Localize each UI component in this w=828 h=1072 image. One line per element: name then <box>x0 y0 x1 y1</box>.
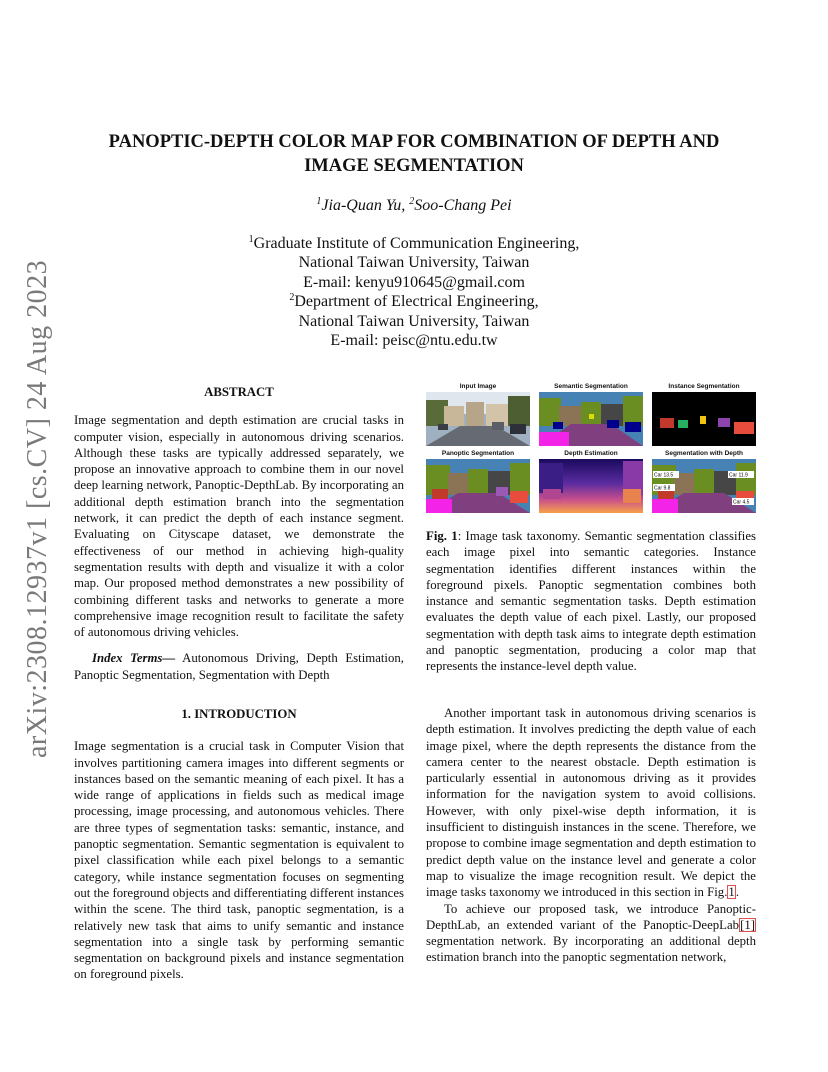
affiliations <box>74 234 754 350</box>
aff2-email: E-mail: peisc@ntu.edu.tw <box>330 332 498 350</box>
depth-tag-2: Car 11.9 <box>729 472 748 479</box>
fig-label-panoptic: Panoptic Segmentation <box>441 450 515 457</box>
fig-label-input: Input Image <box>459 383 497 390</box>
fig-label-instance: Instance Segmentation <box>668 383 740 390</box>
aff1-line1: Graduate Institute of Communication Engineering, <box>253 235 580 252</box>
right-p2-end: segmentation network. By incorporating an additional depth estimation branch into the panoptic segmentation network, <box>426 934 756 965</box>
input-image-panel <box>426 392 530 446</box>
introduction-section <box>74 706 404 983</box>
intro-heading: 1. INTRODUCTION <box>181 707 297 721</box>
fig-label-seg-depth: Segmentation with Depth <box>665 450 743 457</box>
authors <box>74 197 754 215</box>
aff1-line2: National Taiwan University, Taiwan <box>298 254 530 272</box>
caption-text: : Image task taxonomy. Semantic segmentation classifies each image pixel into semantic categories. Instance segmentation identifies different instances within the foreground pixels. Panoptic segmentation combines both instance and semantic segmentation tasks. Depth estimation evaluates the depth value of each pixel. Lastly, our proposed segmentation with depth task aims to integrate depth estimation and panoptic segmentation, producing a color map that represents the instance-level depth value. <box>426 529 756 674</box>
intro-paragraph-1: Image segmentation is a crucial task in Computer Vision that involves partitioning camera images into different segments or instances based on the semantic meaning of each pixel. It has a wide range of applications in fields such as medical image processing, image processing, and autonomous vehicles. There are three types of segmentation tasks: semantic, instance, and panoptic segmentation. Semantic segmentation is equivalent to pixel classification while each pixel belongs to a semantic category, while instance segmentation focuses on segmenting out the foreground objects and differentiating different instances within the scene. The third task, panoptic segmentation, is a relatively new task that aims to unify semantic and instance segmentation into a single task by performing semantic segmentation on background pixels and instance segmentation on foreground pixels. <box>74 739 404 982</box>
figure-caption <box>426 528 756 675</box>
author2-sup: 2 <box>409 196 415 207</box>
author1: Jia-Quan Yu, <box>321 197 410 214</box>
seg-depth-panel <box>652 459 756 513</box>
semantic-art <box>539 392 643 446</box>
citation-1-link[interactable]: [1] <box>740 917 755 932</box>
figure-1 <box>426 380 756 512</box>
index-terms-text: Autonomous Driving, Depth Estimation, Panoptic Segmentation, Segmentation with Depth <box>74 651 404 682</box>
seg-depth-art <box>652 459 756 513</box>
right-p1-end: . <box>735 885 740 900</box>
aff1-sup: 1 <box>248 234 254 245</box>
caption-label: Fig. 1 <box>426 529 458 543</box>
aff1-email: E-mail: kenyu910645@gmail.com <box>303 273 525 291</box>
fig-1-link[interactable]: 1 <box>728 885 735 900</box>
fig-label-depth: Depth Estimation <box>564 450 618 457</box>
panoptic-art <box>426 459 530 513</box>
index-terms-label: Index Terms— <box>92 651 176 666</box>
panoptic-panel <box>426 459 530 513</box>
instance-panel <box>652 392 756 446</box>
depth-panel <box>539 459 643 513</box>
author2: Soo-Chang Pei <box>414 197 512 214</box>
depth-tag-4: Car 4.5 <box>733 499 750 506</box>
input-image-art <box>426 392 530 446</box>
abstract-section <box>74 384 404 683</box>
depth-tag-1: Car 13.5 <box>654 472 674 479</box>
right-p2-text: To achieve our proposed task, we introduce Panoptic-DepthLab, an extended variant of the Panoptic-DeepLab <box>426 901 756 932</box>
semantic-panel <box>539 392 643 446</box>
aff2-line2: National Taiwan University, Taiwan <box>298 312 530 330</box>
right-paragraph-1 <box>426 705 756 901</box>
paper-title: PANOPTIC-DEPTH COLOR MAP FOR COMBINATION OF DEPTH AND IMAGE SEGMENTATION <box>108 132 720 176</box>
arxiv-stamp: arXiv:2308.12937v1 [cs.CV] 24 Aug 2023 <box>22 259 53 758</box>
depth-art <box>539 459 643 513</box>
abstract-body: Image segmentation and depth estimation are crucial tasks in computer vision, especially in autonomous driving scenarios. Although these tasks are typically addressed separately, we propose an innovative approach to combine them in our novel deep learning network, Panoptic-DepthLab. By incorporating an additional depth estimation branch into the segmentation network, it can predict the depth of each instance segment. Evaluating on Cityscape dataset, we demonstrate the effectiveness of our method in achieving high-quality segmentation results with depth and visualize it with a color map. Our proposed method demonstrates a new possibility of combining different tasks and networks to generate a more comprehensive image recognition result to facilitate the safety of autonomous driving vehicles. <box>74 413 404 640</box>
fig-label-semantic: Semantic Segmentation <box>554 383 628 390</box>
right-paragraph-2 <box>426 901 756 966</box>
aff2-sup: 2 <box>289 292 295 304</box>
aff2-line1: Department of Electrical Engineering, <box>294 293 539 311</box>
right-p1-text: Another important task in autonomous driving scenarios is depth estimation. It involves predicting the depth value of each image pixel, where the depth represents the distance from the camera center to the nearest obstacle. Depth estimation is particularly essential in autonomous driving as it provides information for the navigation system to avoid collisions. However, with only pixel-wise depth information, it is insufficient to distinguish instances in the scene. Therefore, we propose to combine image segmentation and depth estimation to predict depth value on the instance level and generate a color map to visualize the image recognition result. We depict the image tasks taxonomy we introduced in this section in Fig. <box>426 706 756 900</box>
author1-sup: 1 <box>316 196 322 207</box>
abstract-heading: ABSTRACT <box>204 385 274 399</box>
depth-tag-3: Car 9.8 <box>654 485 671 492</box>
intro-continuation <box>426 705 756 966</box>
index-terms <box>74 650 404 683</box>
instance-art <box>652 392 756 446</box>
